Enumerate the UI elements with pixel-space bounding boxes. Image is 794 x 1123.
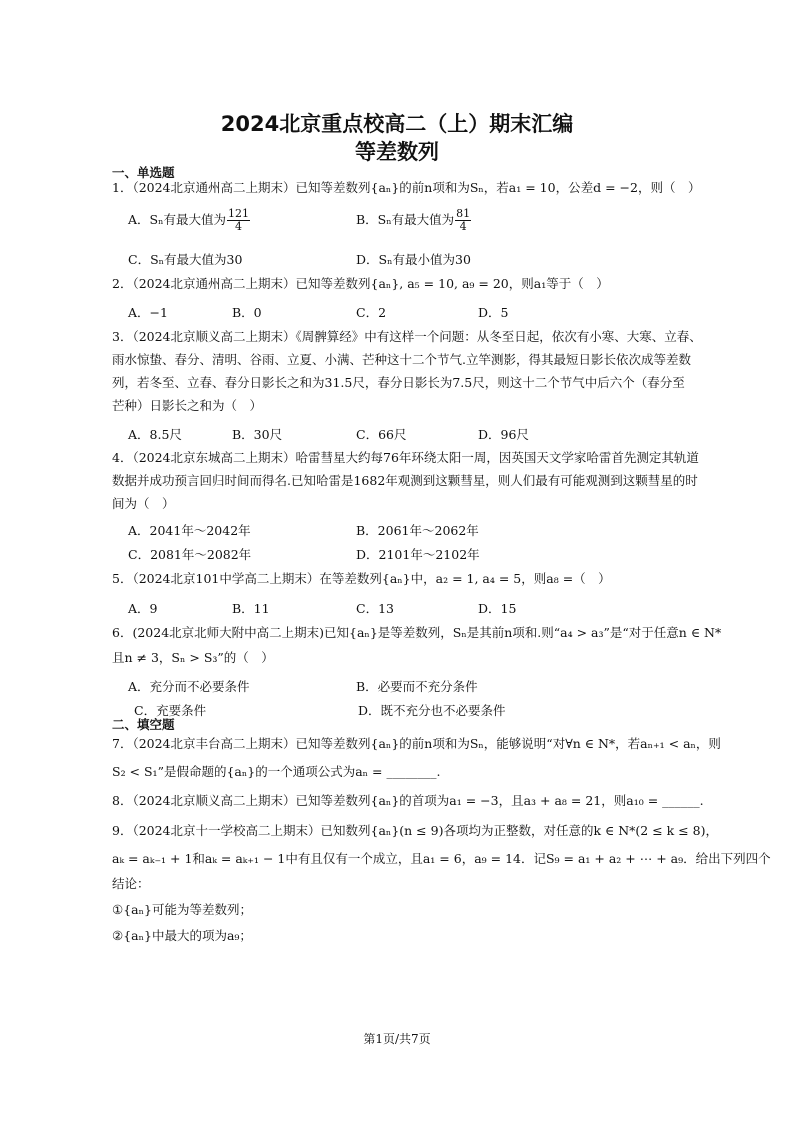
document-subtitle: 等差数列 (355, 140, 439, 164)
q9-conclusion-2: ②{aₙ}中最大的项为a₉； (112, 928, 252, 943)
q5-option-a: A．9 (128, 601, 158, 616)
q8-stem: 8．（2024北京顺义高二上期末）已知等差数列{aₙ}的首项为a₁ = −3，且a₃ + a₈ = 21，则a₁₀ = ______. (112, 793, 704, 808)
q6-option-d: D．既不充分也不必要条件 (358, 703, 506, 718)
q3-line-3: 列，若冬至、立春、春分日影长之和为31.5尺，春分日影长为7.5尺，则这十二个节气中后六个（春分至 (112, 375, 685, 390)
section-single-choice: 一、单选题 (112, 165, 175, 180)
q2-option-d: D．5 (478, 305, 509, 320)
q2-option-b: B．0 (232, 305, 262, 320)
q7-line-2: S₂ < S₁”是假命题的{aₙ}的一个通项公式为aₙ = ________. (112, 764, 441, 779)
q1-b-fraction: $\frac{81}{4}$ (456, 207, 471, 233)
q2-option-c: C．2 (356, 305, 387, 320)
q9-line-1: 9．（2024北京十一学校高二上期末）已知数列{aₙ}(n ≤ 9)各项均为正整数，对任意的k ∈ N*(2 ≤ k ≤ 8)， (112, 823, 718, 838)
q9-line-3: 结论： (112, 876, 150, 891)
q4-option-a: A．2041年～2042年 (128, 523, 251, 538)
q3-option-a: A．8.5尺 (128, 427, 182, 442)
q1-option-b: B．Sₙ有最大值为 $\frac{81}{4}$ (356, 207, 471, 233)
q4-line-2: 数据并成功预言回归时间而得名.已知哈雷是1682年观测到这颗彗星，则人们最有可能观测到这颗彗星的时 (112, 473, 698, 488)
q1-stem: 1．（2024北京通州高二上期末）已知等差数列{aₙ}的前n项和为Sₙ，若a₁ = 10，公差d = −2，则（ ） (112, 180, 701, 195)
q6-option-c: C．充要条件 (134, 703, 207, 718)
q5-stem: 5．（2024北京101中学高二上期末）在等差数列{aₙ}中，a₂ = 1, a₄ = 5，则a₈ =（ ） (112, 571, 611, 586)
q1-option-c: C．Sₙ有最大值为30 (128, 252, 243, 267)
q6-line-2: 且n ≠ 3，Sₙ > S₃”的（ ） (112, 650, 274, 665)
q6-option-b: B．必要而不充分条件 (356, 679, 478, 694)
q1-a-fraction: $\frac{121}{4}$ (228, 207, 249, 233)
q1-option-a: A．Sₙ有最大值为 $\frac{121}{4}$ (128, 207, 249, 233)
q5-option-c: C．13 (356, 601, 394, 616)
q9-line-2: aₖ = aₖ₋₁ + 1和aₖ = aₖ₊₁ − 1中有且仅有一个成立，且a₁ = 6，a₉ = 14．记S₉ = a₁ + a₂ + ⋯ + a₉．给出下列四个 (112, 851, 771, 866)
q2-stem: 2．（2024北京通州高二上期末）已知等差数列{aₙ}, a₅ = 10, a₉ = 20，则a₁等于（ ） (112, 276, 609, 291)
q4-option-b: B．2061年～2062年 (356, 523, 479, 538)
q3-line-4: 芒种）日影长之和为（ ） (112, 398, 263, 413)
q3-line-2: 雨水惊蛰、春分、清明、谷雨、立夏、小满、芒种这十二个节气.立竿测影，得其最短日影长依次成等差数 (112, 352, 691, 367)
q1-option-d: D．Sₙ有最小值为30 (356, 252, 471, 267)
document-title: 2024北京重点校高二（上）期末汇编 (220, 112, 574, 136)
q3-option-d: D．96尺 (478, 427, 529, 442)
q6-option-a: A．充分而不必要条件 (128, 679, 250, 694)
q3-option-c: C．66尺 (356, 427, 407, 442)
q6-line-1: 6．(2024北京北师大附中高二上期末)已知{aₙ}是等差数列，Sₙ是其前n项和.则“a₄ > a₃”是“对于任意n ∈ N* (112, 625, 722, 640)
q3-option-b: B．30尺 (232, 427, 283, 442)
q5-option-d: D．15 (478, 601, 517, 616)
page-footer: 第1页/共7页 (363, 1032, 431, 1046)
q9-conclusion-1: ①{aₙ}可能为等差数列； (112, 902, 252, 917)
q3-line-1: 3．（2024北京顺义高二上期末）《周髀算经》中有这样一个问题：从冬至日起，依次有小寒、大寒、立春、 (112, 329, 702, 344)
q4-option-d: D．2101年～2102年 (356, 547, 480, 562)
q5-option-b: B．11 (232, 601, 270, 616)
q4-line-1: 4．（2024北京东城高二上期末）哈雷彗星大约每76年环绕太阳一周，因英国天文学家哈雷首先测定其轨道 (112, 450, 699, 465)
q4-option-c: C．2081年～2082年 (128, 547, 252, 562)
q2-option-a: A．−1 (128, 305, 168, 320)
q7-line-1: 7．（2024北京丰台高二上期末）已知等差数列{aₙ}的前n项和为Sₙ，能够说明“对∀n ∈ N*，若aₙ₊₁ < aₙ，则 (112, 736, 721, 751)
section-fill-in: 二、填空题 (112, 717, 175, 732)
q4-line-3: 间为（ ） (112, 496, 175, 511)
